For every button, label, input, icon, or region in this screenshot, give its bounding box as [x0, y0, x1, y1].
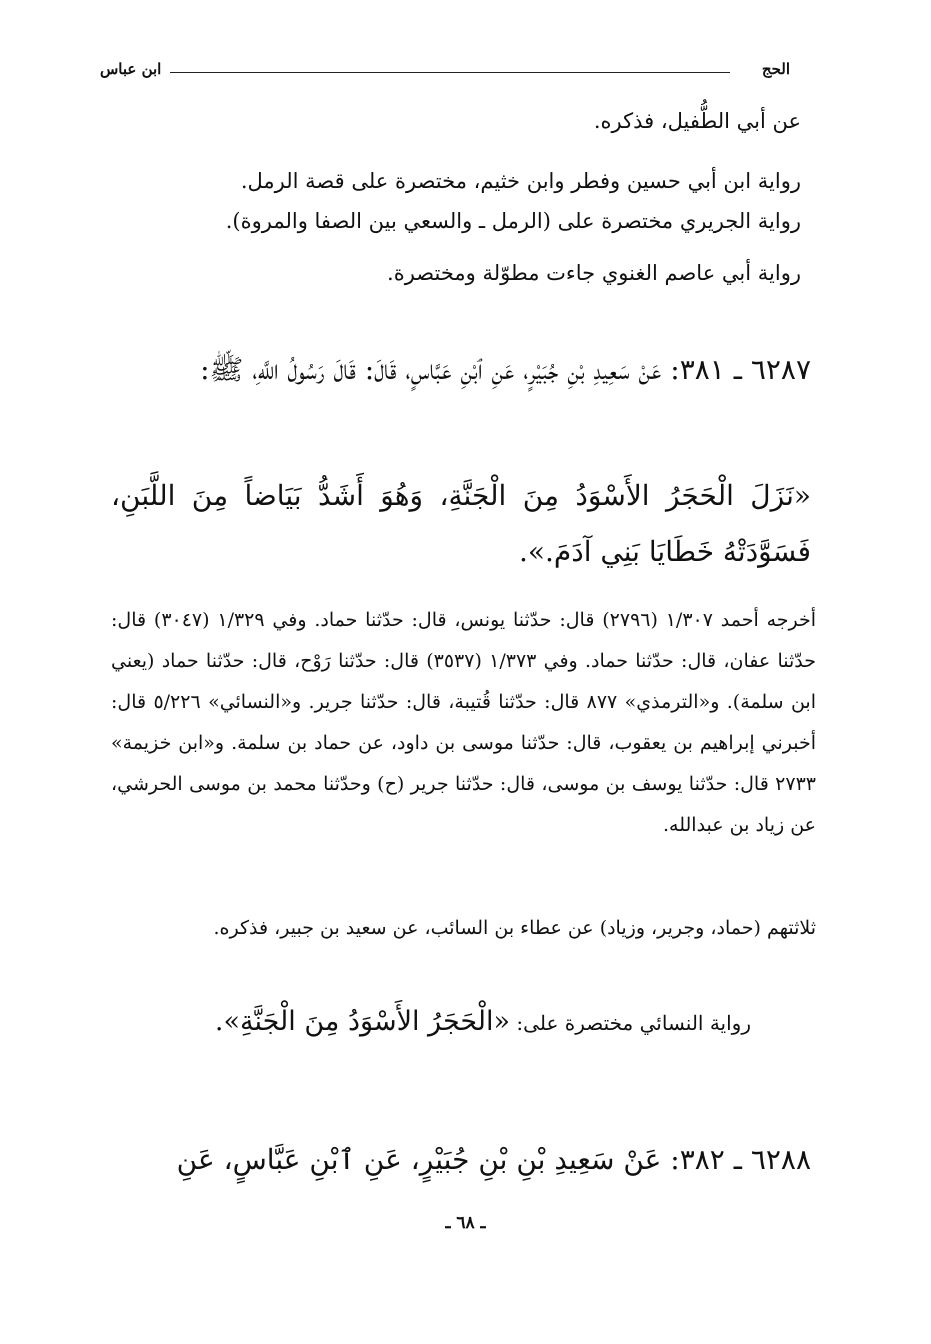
nasai-label: رواية النسائي مختصرة على: [516, 1011, 751, 1035]
thalathatuhum-paragraph: ثلاثتهم (حماد، وجرير، وزياد) عن عطاء بن السائب، عن سعيد بن جبير، فذكره. [213, 917, 816, 939]
header-chapter: الحج [761, 60, 790, 78]
hadith-381-matn: «نَزَلَ الْحَجَرُ الأَسْوَدُ مِنَ الْجَنَّةِ، وَهُوَ أَشَدُّ بَيَاضاً مِنَ اللَّبَنِ، فَسَوَّدَتْهُ خَطَايَا بَنِي آدَمَ.». [111, 479, 811, 568]
para-abi-tufayl: عن أبي الطُّفيل، فذكره. [593, 109, 801, 133]
hadith-382-isnad: ٦٢٨٨ ـ ٣٨٢: عَنْ سَعِيدِ بْنِ بْنِ جُبَيْرٍ، عَنِ ٱبْنِ عَبَّاسٍ، عَنِ [176, 1143, 811, 1176]
running-header [100, 60, 790, 80]
page-number: ـ ٦٨ ـ [445, 1213, 486, 1233]
hadith-381-isnad: ٦٢٨٧ ـ ٣٨١: عَنْ سَعِيدِ بْنِ جُبَيْرٍ، عَنِ ٱبْنِ عَبَّاسٍ، قَالَ: قَالَ رَسُولُ اللَّهِ، ﷺ: [200, 353, 811, 386]
note-ibn-abi-husayn: رواية ابن أبي حسين وفطر وابن خثيم، مختصرة على قصة الرمل. [240, 169, 801, 193]
nasai-quote: «الْحَجَرُ الأَسْوَدُ مِنَ الْجَنَّةِ». [214, 1006, 511, 1037]
nasai-line [151, 998, 751, 1047]
takhrij-paragraph: أخرجه أحمد ١/٣٠٧ (٢٧٩٦) قال: حدّثنا يونس، قال: حدّثنا حماد. وفي ١/٣٢٩ (٣٠٤٧) قال: حدّثنا عفان، قال: حدّثنا حماد. وفي ١/٣٧٣ (٣٥٣٧) قال: حدّثنا رَوْح، قال: حدّثنا حماد (يعني ابن سلمة). و«الترمذي» ٨٧٧ قال: حدّثنا قُتيبة، قال: حدّثنا جرير. و«النسائي» ٥/٢٢٦ قال: أخبرني إبراهيم بن يعقوب، قال: حدّثنا موسى بن داود، عن حماد بن سلمة. و«ابن خزيمة» ٢٧٣٣ قال: حدّثنا يوسف بن موسى، قال: حدّثنا جرير (ح) وحدّثنا محمد بن موسى الحرشي، عن زياد بن عبدالله. [111, 609, 817, 836]
header-rule [170, 72, 730, 73]
note-jurayri: رواية الجريري مختصرة على (الرمل ـ والسعي بين الصفا والمروة). [225, 209, 801, 233]
header-section: ابن عباس [100, 60, 162, 78]
note-abi-asim: رواية أبي عاصم الغنوي جاءت مطوّلة ومختصرة. [387, 261, 801, 285]
